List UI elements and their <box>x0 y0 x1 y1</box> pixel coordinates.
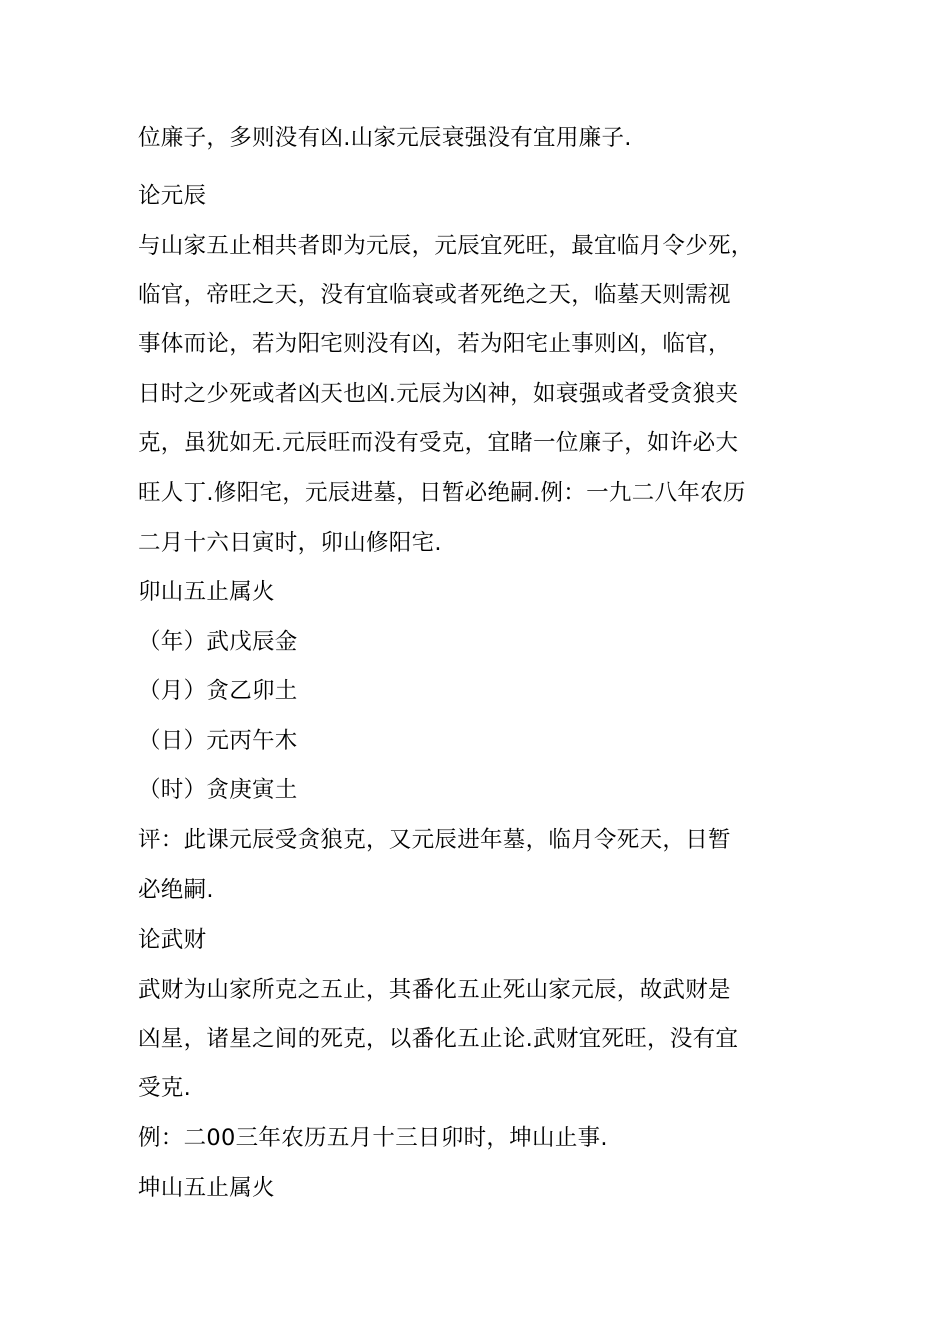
text-line: 临官，帝旺之天，没有宜临衰或者死绝之天，临墓天则需视 <box>138 282 731 308</box>
section-heading-yuanchen: 论元辰 <box>138 183 207 209</box>
text-line: 二月十六日寅时，卯山修阳宅. <box>138 530 442 556</box>
pillar-day: （日）元丙午木 <box>138 728 298 754</box>
section-heading-wucai: 论武财 <box>138 927 207 953</box>
text-line: 例：二00三年农历五月十三日卯时，坤山止事. <box>138 1125 608 1151</box>
text-line: 坤山五止属火 <box>138 1175 275 1201</box>
text-line: 位廉子，多则没有凶.山家元辰衰强没有宜用廉子. <box>138 125 632 151</box>
text-line: 评：此课元辰受贪狼克，又元辰进年墓，临月令死天，日暂 <box>138 827 731 853</box>
text-line: 卯山五止属火 <box>138 579 275 605</box>
text-line: 与山家五止相共者即为元辰，元辰宜死旺，最宜临月令少死， <box>138 233 754 259</box>
text-line: 凶星，诸星之间的死克，以番化五止论.武财宜死旺，没有宜 <box>138 1026 739 1052</box>
text-line: 克，虽犹如无.元辰旺而没有受克，宜睹一位廉子，如许必大 <box>138 430 739 456</box>
text-line: 事体而论，若为阳宅则没有凶，若为阳宅止事则凶，临官， <box>138 331 731 357</box>
text-line: 必绝嗣. <box>138 877 214 903</box>
pillar-month: （月）贪乙卯土 <box>138 678 298 704</box>
pillar-hour: （时）贪庚寅土 <box>138 777 298 803</box>
pillar-year: （年）武戊辰金 <box>138 629 298 655</box>
text-line: 受克. <box>138 1075 192 1101</box>
text-line: 日时之少死或者凶天也凶.元辰为凶神，如衰强或者受贪狼夹 <box>138 381 739 407</box>
text-line: 旺人丁.修阳宅，元辰进墓，日暂必绝嗣.例：一九二八年农历 <box>138 480 746 506</box>
text-line: 武财为山家所克之五止，其番化五止死山家元辰，故武财是 <box>138 977 731 1003</box>
